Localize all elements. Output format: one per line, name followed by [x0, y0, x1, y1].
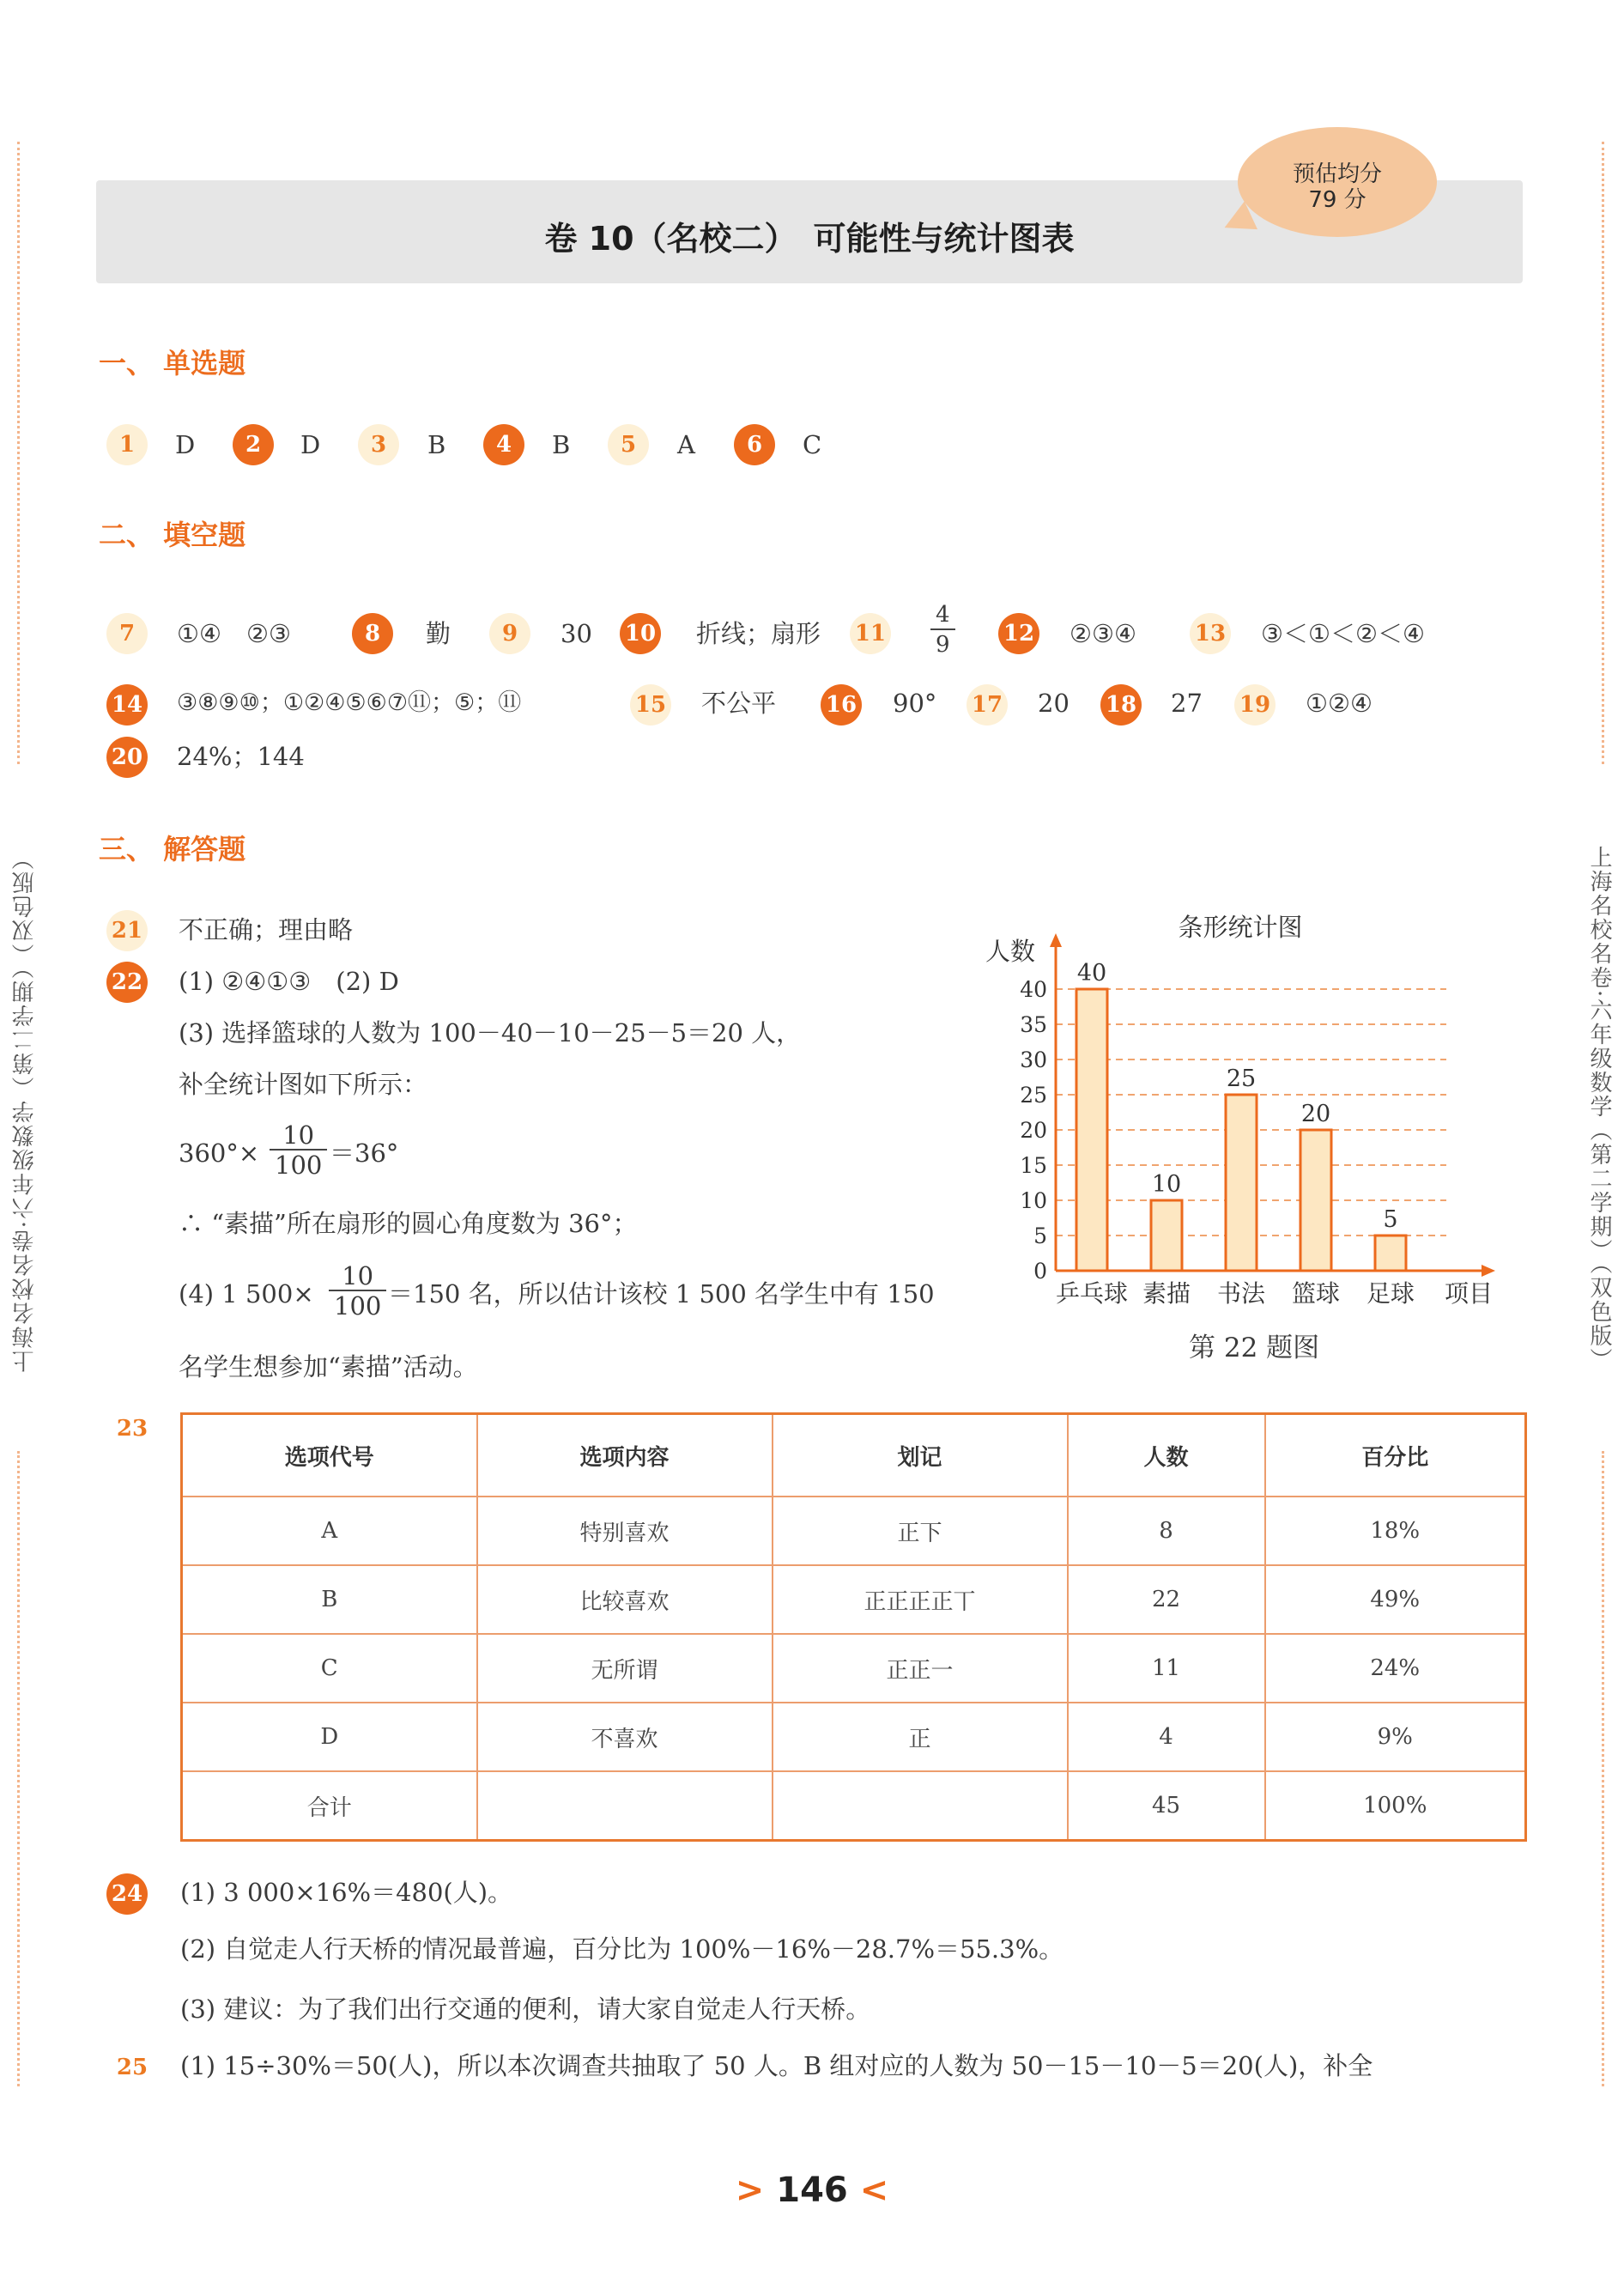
q8-number: 8 — [352, 613, 393, 654]
q3-number: 3 — [358, 424, 399, 465]
table-header: 划记 — [773, 1414, 1068, 1497]
y-tick-label: 0 — [1033, 1259, 1047, 1284]
table-header: 选项内容 — [477, 1414, 773, 1497]
table-cell: 100% — [1265, 1771, 1526, 1841]
q10-answer: 折线；扇形 — [696, 619, 821, 648]
table-cell: A — [182, 1497, 477, 1565]
q18-answer: 27 — [1171, 689, 1203, 718]
q19-answer: ①②④ — [1306, 689, 1373, 718]
bar-chart — [979, 902, 1511, 1382]
y-tick-label: 30 — [1020, 1047, 1047, 1072]
x-tick-label: 素描 — [1142, 1279, 1191, 1308]
bar-素描 — [1151, 1200, 1182, 1271]
q22-calc1-right: ＝36° — [330, 1138, 399, 1168]
q22-calc1-num: 10 — [282, 1120, 315, 1150]
x-tick-label: 足球 — [1366, 1279, 1415, 1308]
q22-calc2-fraction — [329, 1262, 386, 1321]
page-number-value: 146 — [776, 2171, 848, 2210]
chart-title: 条形统计图 — [1178, 913, 1303, 942]
table-header: 百分比 — [1265, 1414, 1526, 1497]
q11-denominator: 9 — [930, 628, 955, 659]
table-cell: 45 — [1068, 1771, 1265, 1841]
bar-足球 — [1375, 1236, 1406, 1271]
chart-y-label: 人数 — [985, 937, 1036, 966]
bar-value-label: 40 — [1076, 960, 1107, 987]
q21-number: 21 — [106, 910, 148, 951]
left-dotted-rule-top — [17, 142, 20, 764]
bar-value-label: 5 — [1383, 1206, 1398, 1233]
y-axis-arrow — [1050, 933, 1062, 947]
survey-table — [180, 1412, 1527, 1842]
q20-number: 20 — [106, 737, 148, 778]
q2-number: 2 — [233, 424, 274, 465]
table-header: 人数 — [1068, 1414, 1265, 1497]
table-cell: 特别喜欢 — [477, 1497, 773, 1565]
q13-number: 13 — [1190, 613, 1231, 654]
bar-value-label: 10 — [1151, 1171, 1182, 1198]
x-tick-label: 书法 — [1216, 1279, 1266, 1308]
q10-number: 10 — [620, 613, 661, 654]
q24-number: 24 — [106, 1873, 148, 1915]
q13-answer: ③＜①＜②＜④ — [1261, 619, 1425, 648]
q11-numerator: 4 — [936, 602, 950, 628]
table-row — [182, 1634, 1526, 1703]
q22-line2: (3) 选择篮球的人数为 100－40－10－25－5＝20 人， — [179, 1018, 802, 1047]
table-cell: 8 — [1068, 1497, 1265, 1565]
y-tick-label: 40 — [1020, 977, 1047, 1002]
table-cell: B — [182, 1565, 477, 1634]
q9-answer: 30 — [561, 619, 592, 648]
table-cell: 49% — [1265, 1565, 1526, 1634]
page-title: 卷 10（名校二） 可能性与统计图表 — [544, 220, 1075, 258]
table-row — [182, 1565, 1526, 1634]
q16-number: 16 — [821, 684, 862, 726]
chart-x-label: 项目 — [1444, 1279, 1494, 1308]
q6-number: 6 — [734, 424, 775, 465]
q4-number: 4 — [483, 424, 524, 465]
table-cell: 4 — [1068, 1703, 1265, 1771]
q12-number: 12 — [998, 613, 1039, 654]
q14-answer: ③⑧⑨⑩；①②④⑤⑥⑦⑪；⑤；⑪ — [177, 689, 522, 716]
y-tick-label: 10 — [1020, 1188, 1047, 1213]
y-tick-label: 25 — [1020, 1083, 1047, 1108]
bar-乒乓球 — [1076, 989, 1107, 1271]
bar-value-label: 20 — [1300, 1101, 1331, 1127]
table-cell: 比较喜欢 — [477, 1565, 773, 1634]
table-cell: D — [182, 1703, 477, 1771]
x-tick-label: 乒乓球 — [1055, 1279, 1129, 1308]
q4-answer: B — [552, 430, 571, 459]
table-row — [182, 1497, 1526, 1565]
table-cell: 无所谓 — [477, 1634, 773, 1703]
left-dotted-rule-bottom — [17, 1451, 20, 2086]
table-cell: 不喜欢 — [477, 1703, 773, 1771]
q7-number: 7 — [106, 613, 148, 654]
bubble-line2: 79 分 — [1308, 187, 1366, 213]
table-header: 选项代号 — [182, 1414, 477, 1497]
q1-answer: D — [175, 430, 196, 459]
bar-篮球 — [1300, 1130, 1331, 1271]
bar-value-label: 25 — [1226, 1066, 1257, 1092]
section2-title: 二、 填空题 — [99, 519, 246, 551]
table-cell: C — [182, 1634, 477, 1703]
q24-line2: (2) 自觉走人行天桥的情况最普遍，百分比为 100%－16%－28.7%＝55.3%。 — [180, 1934, 1064, 1964]
q15-answer: 不公平 — [701, 689, 777, 718]
q14-number: 14 — [106, 684, 148, 726]
table-cell: 正正正正丅 — [773, 1565, 1068, 1634]
q22-line5: 名学生想参加“素描”活动。 — [179, 1352, 478, 1381]
q21-answer: 不正确；理由略 — [179, 915, 354, 944]
q16-answer: 90° — [893, 689, 937, 718]
y-tick-label: 15 — [1020, 1153, 1047, 1178]
x-axis-arrow — [1482, 1265, 1495, 1277]
bubble-line1: 预估均分 — [1292, 161, 1382, 187]
x-tick-label: 篮球 — [1291, 1279, 1341, 1308]
q25-line1: (1) 15÷30%＝50(人)，所以本次调查共抽取了 50 人。B 组对应的人数为 50－15－10－5＝20(人)，补全 — [180, 2051, 1373, 2080]
q22-calc2-num: 10 — [342, 1261, 374, 1290]
right-dotted-rule-top — [1602, 142, 1604, 764]
q20-answer: 24%；144 — [177, 742, 305, 771]
q22-calc2-right: ＝150 名，所以估计该校 1 500 名学生中有 150 — [388, 1279, 935, 1308]
table-cell: 9% — [1265, 1703, 1526, 1771]
q22-line1: (1) ②④①③ (2) D — [179, 967, 399, 996]
q17-number: 17 — [967, 684, 1008, 726]
q18-number: 18 — [1100, 684, 1142, 726]
table-cell — [773, 1771, 1068, 1841]
y-tick-label: 20 — [1020, 1118, 1047, 1143]
table-total-row — [182, 1771, 1526, 1841]
q17-answer: 20 — [1038, 689, 1070, 718]
chart-caption: 第 22 题图 — [1189, 1333, 1320, 1363]
q23-number: 23 — [116, 1416, 148, 1442]
q22-calc1-den: 100 — [270, 1149, 327, 1180]
q5-number: 5 — [608, 424, 649, 465]
table-cell: 18% — [1265, 1497, 1526, 1565]
table-cell: 正 — [773, 1703, 1068, 1771]
table-cell: 正正一 — [773, 1634, 1068, 1703]
table-cell: 正下 — [773, 1497, 1068, 1565]
q24-line1: (1) 3 000×16%＝480(人)。 — [180, 1878, 513, 1907]
table-cell: 11 — [1068, 1634, 1265, 1703]
table-cell: 22 — [1068, 1565, 1265, 1634]
left-side-label: 上海名校名卷·六年级数学（第二学期）（双色版） — [12, 846, 38, 1373]
q22-line4: ∴ “素描”所在扇形的圆心角度数为 36°； — [179, 1209, 638, 1238]
q22-line3: 补全统计图如下所示： — [179, 1070, 428, 1099]
q15-number: 15 — [630, 684, 671, 726]
q1-number: 1 — [106, 424, 148, 465]
q5-answer: A — [677, 430, 695, 459]
y-tick-label: 5 — [1033, 1223, 1047, 1248]
q8-answer: 勤 — [426, 619, 451, 648]
q22-calc1-left: 360°× — [179, 1138, 260, 1168]
page-right-mark: < — [859, 2171, 889, 2210]
q9-number: 9 — [489, 613, 530, 654]
table-cell: 24% — [1265, 1634, 1526, 1703]
q11-number: 11 — [850, 613, 891, 654]
section1-title: 一、 单选题 — [99, 347, 246, 379]
q22-number: 22 — [106, 962, 148, 1003]
table-cell: 合计 — [182, 1771, 477, 1841]
right-dotted-rule-bottom — [1602, 1451, 1604, 2086]
q22-calc2-left: (4) 1 500× — [179, 1279, 314, 1308]
q2-answer: D — [300, 430, 321, 459]
q22-calc2-den: 100 — [329, 1290, 386, 1321]
y-tick-label: 35 — [1020, 1012, 1047, 1037]
section3-title: 三、 解答题 — [99, 833, 246, 865]
q25-number: 25 — [116, 2055, 148, 2080]
table-header-row — [182, 1414, 1526, 1497]
bar-书法 — [1226, 1095, 1257, 1271]
q6-answer: C — [803, 430, 822, 459]
score-bubble-text — [1238, 161, 1437, 213]
page-number — [0, 2171, 1624, 2210]
right-side-label: 上海名校名卷·六年级数学（第二学期）（双色版） — [1586, 846, 1612, 1373]
q7-answer: ①④ ②③ — [177, 619, 291, 648]
q22-calc1-fraction — [270, 1121, 327, 1180]
page-left-mark: > — [735, 2171, 765, 2210]
q24-line3: (3) 建议：为了我们出行交通的便利，请大家自觉走人行天桥。 — [180, 1995, 871, 2024]
table-cell — [477, 1771, 773, 1841]
q3-answer: B — [427, 430, 446, 459]
q12-answer: ②③④ — [1070, 619, 1136, 648]
q19-number: 19 — [1234, 684, 1276, 726]
q11-fraction — [930, 601, 955, 659]
table-row — [182, 1703, 1526, 1771]
